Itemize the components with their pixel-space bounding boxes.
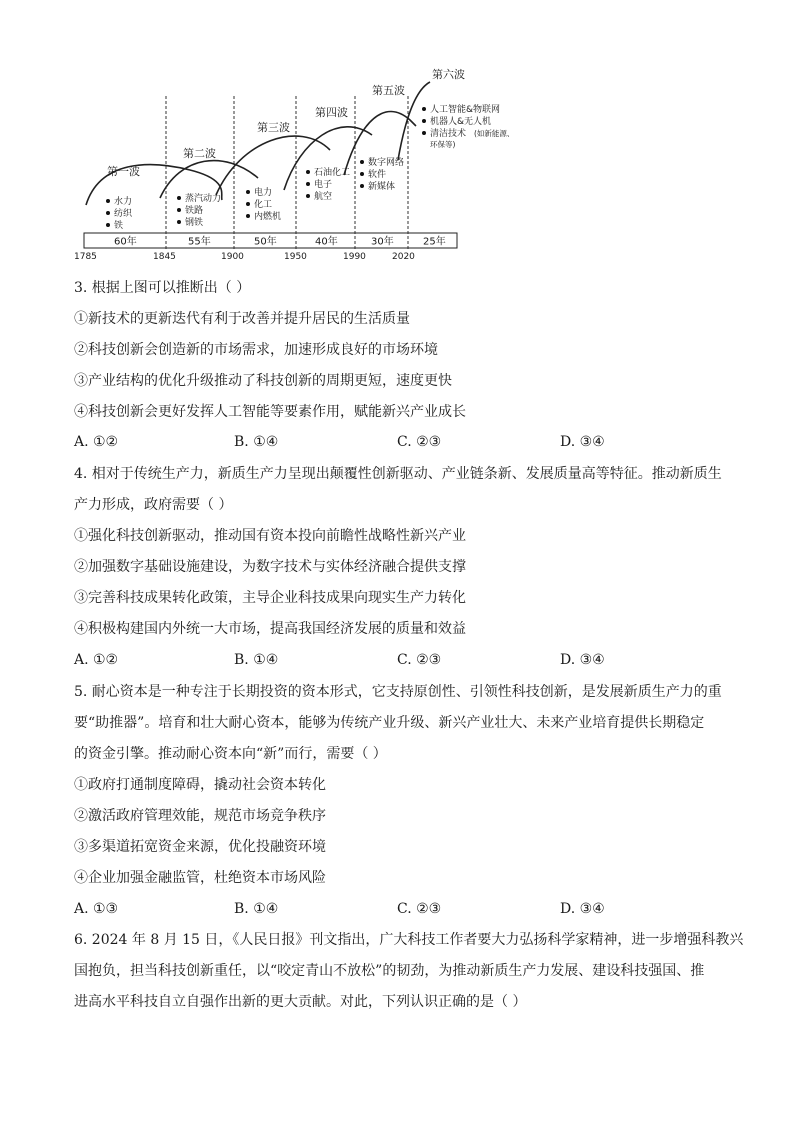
wave2-item: 钢铁 xyxy=(185,218,204,228)
question-5-item-1: ①政府打通制度障碍，撬动社会资本转化 xyxy=(74,777,326,793)
wave1-item: 水力 xyxy=(114,197,133,207)
wave3-item: 化工 xyxy=(254,200,273,210)
duration-label: 40年 xyxy=(315,236,338,248)
question-3-option-b[interactable]: B. ①④ xyxy=(234,434,279,450)
question-3-item-1: ①新技术的更新迭代有利于改善并提升居民的生活质量 xyxy=(74,311,410,327)
wave6-item: 环保等) xyxy=(430,140,456,149)
question-6-stem-line-3: 进高水平科技自立自强作出新的更大贡献。对此，下列认识正确的是（ ） xyxy=(74,994,527,1010)
year-label: 1785 xyxy=(74,252,97,262)
question-5-option-d[interactable]: D. ③④ xyxy=(560,901,605,917)
technology-waves-figure xyxy=(0,0,794,270)
wave-label-1: 第一波 xyxy=(107,165,140,178)
wave4-item: 电子 xyxy=(314,180,333,190)
question-4-stem-line-1: 4. 相对于传统生产力，新质生产力呈现出颠覆性创新驱动、产业链条新、发展质量高等特征。推动新质生 xyxy=(74,466,722,482)
question-6-stem-line-2: 国抱负，担当科技创新重任，以“咬定青山不放松”的韧劲，为推动新质生产力发展、建设科技强国、推 xyxy=(74,963,705,979)
wave4-item: 航空 xyxy=(314,192,333,202)
question-5-option-b[interactable]: B. ①④ xyxy=(234,901,279,917)
wave6-item: 机器人&无人机 xyxy=(430,117,492,127)
wave4-item: 石油化工 xyxy=(314,168,351,178)
duration-label: 55年 xyxy=(188,236,211,248)
question-3-item-2: ②科技创新会创造新的市场需求，加速形成良好的市场环境 xyxy=(74,342,438,358)
wave6-item: 人工智能&物联网 xyxy=(430,105,501,115)
year-label: 1845 xyxy=(153,252,176,262)
question-5-item-4: ④企业加强金融监管，杜绝资本市场风险 xyxy=(74,870,326,886)
wave2-item: 铁路 xyxy=(185,206,204,216)
wave-label-6: 第六波 xyxy=(432,68,465,81)
wave6-item: 清洁技术 xyxy=(430,129,467,139)
question-3-option-c[interactable]: C. ②③ xyxy=(397,434,442,450)
wave5-item: 软件 xyxy=(368,170,387,180)
question-3-item-4: ④科技创新会更好发挥人工智能等要素作用，赋能新兴产业成长 xyxy=(74,404,466,420)
duration-label: 25年 xyxy=(423,236,446,248)
question-4-option-c[interactable]: C. ②③ xyxy=(397,652,442,668)
wave-label-4: 第四波 xyxy=(315,106,348,119)
wave3-item: 电力 xyxy=(254,188,273,198)
question-4-stem-line-2: 产力形成，政府需要（ ） xyxy=(74,497,233,513)
question-5-option-a[interactable]: A. ①③ xyxy=(74,901,119,917)
question-3-option-d[interactable]: D. ③④ xyxy=(560,434,605,450)
question-5-stem-line-1: 5. 耐心资本是一种专注于长期投资的资本形式，它支持原创性、引领性科技创新，是发展新质生产力的重 xyxy=(74,684,722,700)
question-5-option-c[interactable]: C. ②③ xyxy=(397,901,442,917)
wave1-item: 铁 xyxy=(114,221,124,231)
wave5-item: 数字网络 xyxy=(368,158,405,168)
question-4-option-d[interactable]: D. ③④ xyxy=(560,652,605,668)
question-5-item-2: ②激活政府管理效能，规范市场竞争秩序 xyxy=(74,808,326,824)
question-4-item-2: ②加强数字基础设施建设，为数字技术与实体经济融合提供支撑 xyxy=(74,559,466,575)
duration-label: 50年 xyxy=(254,236,277,248)
question-4-option-a[interactable]: A. ①② xyxy=(74,652,119,668)
wave6-item: (如新能源、 xyxy=(474,129,515,138)
question-3-option-a[interactable]: A. ①② xyxy=(74,434,119,450)
wave-label-5: 第五波 xyxy=(372,84,405,97)
year-label: 1900 xyxy=(221,252,244,262)
question-5-stem-line-2: 要“助推器”。培育和壮大耐心资本，能够为传统产业升级、新兴产业壮大、未来产业培育提供长期稳定 xyxy=(74,715,705,731)
question-5-item-3: ③多渠道拓宽资金来源，优化投融资环境 xyxy=(74,839,326,855)
question-6-stem-line-1: 6. 2024 年 8 月 15 日，《人民日报》刊文指出，广大科技工作者要大力弘扬科学家精神，进一步增强科教兴 xyxy=(74,932,744,948)
question-5-stem-line-3: 的资金引擎。推动耐心资本向“新”而行，需要（ ） xyxy=(74,746,387,762)
question-3-item-3: ③产业结构的优化升级推动了科技创新的周期更短，速度更快 xyxy=(74,373,452,389)
wave-label-3: 第三波 xyxy=(257,121,290,134)
wave1-item: 纺织 xyxy=(114,209,133,219)
year-label: 1950 xyxy=(284,252,307,262)
duration-label: 60年 xyxy=(114,236,137,248)
duration-label: 30年 xyxy=(371,236,394,248)
question-4-item-4: ④积极构建国内外统一大市场，提高我国经济发展的质量和效益 xyxy=(74,621,466,637)
wave2-item: 蒸汽动力 xyxy=(185,194,222,204)
year-label: 1990 xyxy=(343,252,366,262)
wave3-item: 内燃机 xyxy=(254,212,282,222)
question-4-option-b[interactable]: B. ①④ xyxy=(234,652,279,668)
wave-label-2: 第二波 xyxy=(183,147,216,160)
wave5-item: 新媒体 xyxy=(368,182,396,192)
question-4-item-1: ①强化科技创新驱动，推动国有资本投向前瞻性战略性新兴产业 xyxy=(74,528,466,544)
question-4-item-3: ③完善科技成果转化政策，主导企业科技成果向现实生产力转化 xyxy=(74,590,466,606)
year-label: 2020 xyxy=(392,252,415,262)
question-3-stem: 3. 根据上图可以推断出（ ） xyxy=(74,280,251,296)
